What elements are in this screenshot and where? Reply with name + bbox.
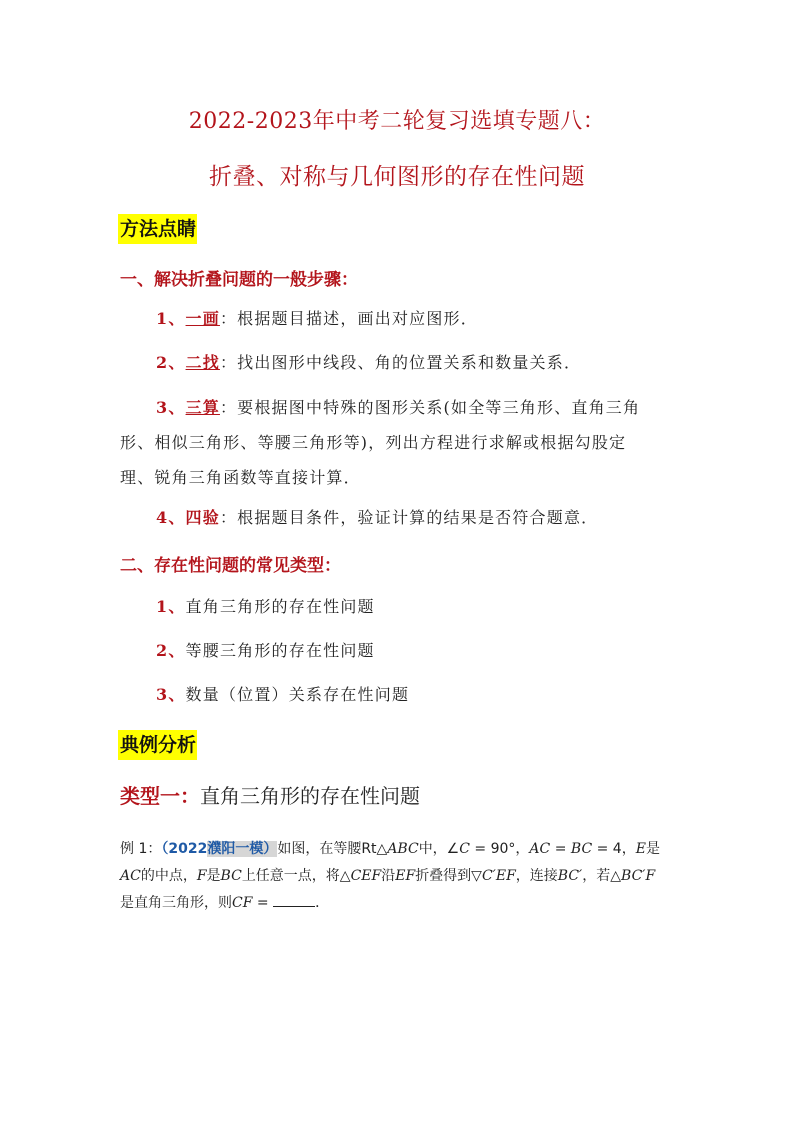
step-3-text-line2: 形、相似三角形、等腰三角形等)，列出方程进行求解或根据勾股定 — [120, 433, 627, 452]
step-1 — [156, 308, 478, 330]
example-text: 折叠得到▽ — [415, 868, 482, 884]
type-item-2 — [156, 640, 375, 662]
step-4-text: ：根据题目条件，验证计算的结果是否符合题意． — [219, 508, 599, 527]
type-1-title — [120, 780, 420, 809]
math-cf: CF — [232, 895, 253, 911]
math-c-prime-ef: C′EF — [481, 868, 516, 884]
step-4-num: 4、 — [156, 508, 186, 527]
type-item-2-text: 等腰三角形的存在性问题 — [185, 641, 375, 660]
step-4 — [156, 507, 598, 529]
example-text: ，若△ — [582, 868, 622, 884]
example-text: 是 — [645, 841, 660, 857]
example-1-label: 例 1： — [120, 841, 162, 857]
math-e: E — [635, 841, 646, 857]
example-text: 是直角三角形，则 — [120, 895, 232, 911]
step-3-key: 三算 — [185, 398, 220, 417]
type-item-2-num: 2、 — [156, 641, 186, 660]
example-text: 沿 — [381, 868, 396, 884]
step-1-key: 一画 — [185, 309, 220, 328]
title-line-1: 2022-2023年中考二轮复习选填专题八： — [188, 109, 606, 134]
example-text: = 90°， — [469, 841, 530, 857]
example-text: = 4， — [592, 841, 636, 857]
math-abc: ABC — [387, 841, 419, 857]
example-text: ． — [315, 895, 330, 911]
step-2-num: 2、 — [156, 353, 186, 372]
type-item-3-num: 3、 — [156, 685, 186, 704]
example-text: 上任意一点，将△ — [241, 868, 351, 884]
math-c: C — [459, 841, 470, 857]
math-ef: EF — [395, 868, 416, 884]
step-2 — [156, 352, 581, 374]
math-bc-prime-f: BC′F — [621, 868, 656, 884]
title-line-2: 折叠、对称与几何图形的存在性问题 — [209, 164, 585, 190]
section-2-heading: 二、存在性问题的常见类型： — [120, 556, 341, 576]
type-item-3 — [156, 684, 409, 706]
step-3-num: 3、 — [156, 398, 186, 417]
example-1-source-year: （2022 — [161, 841, 208, 857]
answer-blank[interactable] — [273, 892, 315, 907]
step-4-key: 四验 — [185, 508, 220, 527]
type-item-3-text: 数量（位置）关系存在性问题 — [185, 685, 410, 704]
example-text: 中，∠ — [418, 841, 460, 857]
type-item-1-text: 直角三角形的存在性问题 — [185, 597, 375, 616]
type-1-text: 直角三角形的存在性问题 — [200, 784, 420, 808]
example-text: = — [550, 841, 571, 857]
example-1 — [120, 836, 680, 917]
analysis-heading: 典例分析 — [118, 730, 197, 760]
method-heading: 方法点睛 — [118, 214, 197, 244]
math-ac: AC — [120, 868, 141, 884]
math-cef: CEF — [350, 868, 382, 884]
math-bc: BC — [220, 868, 242, 884]
step-2-text: ：找出图形中线段、角的位置关系和数量关系． — [219, 353, 582, 372]
example-text: 的中点， — [140, 868, 197, 884]
step-3-text-line3: 理、锐角三角函数等直接计算． — [120, 468, 361, 487]
math-ac: AC — [529, 841, 551, 857]
step-3-text-line1: ：要根据图中特殊的图形关系(如全等三角形、直角三角 — [219, 398, 641, 417]
example-text: 是 — [206, 868, 221, 884]
example-text: = — [252, 895, 274, 911]
step-3 — [120, 390, 680, 495]
step-2-key: 二找 — [185, 353, 220, 372]
step-1-text: ：根据题目描述，画出对应图形． — [219, 309, 478, 328]
example-1-source-place: 濮阳一模） — [207, 841, 278, 857]
math-bc: BC — [570, 841, 593, 857]
math-f: F — [196, 868, 207, 884]
math-bc-prime: BC′ — [557, 868, 583, 884]
type-item-1 — [156, 596, 375, 618]
step-1-num: 1、 — [156, 309, 186, 328]
example-text: 如图，在等腰Rt△ — [277, 841, 388, 857]
example-text: ，连接 — [515, 868, 558, 884]
type-1-label: 类型一： — [120, 784, 200, 808]
type-item-1-num: 1、 — [156, 597, 186, 616]
section-1-heading: 一、解决折叠问题的一般步骤： — [120, 270, 358, 290]
